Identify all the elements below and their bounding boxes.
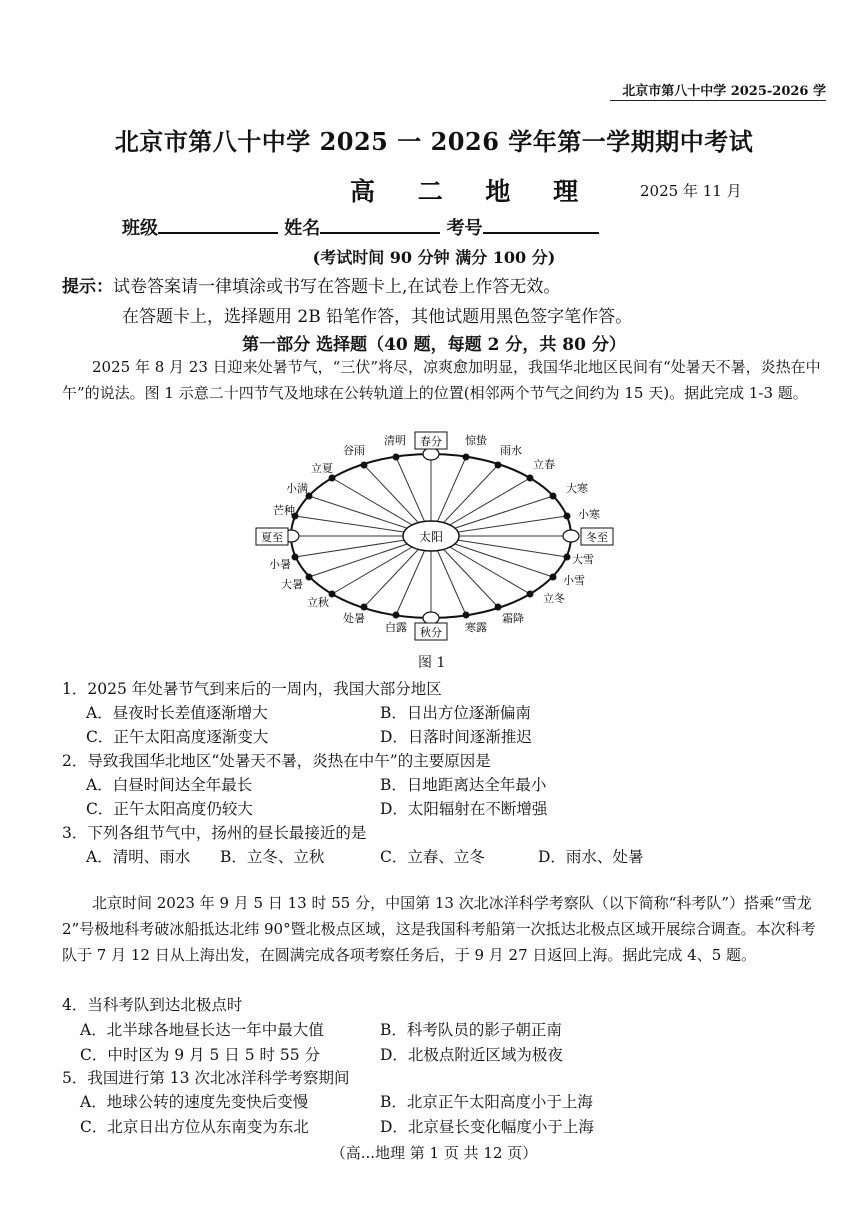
q5-option-c[interactable]: C．北京日出方位从东南变为东北 xyxy=(80,1118,309,1136)
question-5-stem: 5．我国进行第 13 次北冰洋科学考察期间 xyxy=(62,1069,350,1087)
part1-title: 第一部分 选择题（40 题，每题 2 分，共 80 分） xyxy=(242,335,626,355)
class-label: 班级 xyxy=(122,218,158,239)
q4-option-b[interactable]: B．科考队员的影子朝正南 xyxy=(380,1021,562,1039)
term-xiaohan: 小寒 xyxy=(578,508,600,521)
q2-option-d[interactable]: D．太阳辐射在不断增强 xyxy=(380,800,548,818)
term-liqiu: 立秋 xyxy=(307,596,329,609)
term-hanlu: 寒露 xyxy=(465,621,487,634)
q1-option-d[interactable]: D．日落时间逐渐推迟 xyxy=(380,728,532,746)
sun-label: 太阳 xyxy=(418,530,444,544)
q3-option-b[interactable]: B．立冬、立秋 xyxy=(220,848,325,866)
q1-option-a[interactable]: A．昼夜时长差值逐渐增大 xyxy=(86,704,268,722)
term-yushui: 雨水 xyxy=(500,444,522,457)
school-header-tag: 北京市第八十中学 2025-2026 学 xyxy=(622,84,826,99)
term-mangzhong: 芒种 xyxy=(273,504,295,517)
exam-time-note: (考试时间 90 分钟 满分 100 分) xyxy=(312,248,556,267)
term-jingzhe: 惊蛰 xyxy=(465,434,487,447)
exam-date: 2025 年 11 月 xyxy=(640,182,742,200)
page-footer: （高...地理 第 1 页 共 12 页） xyxy=(330,1144,538,1162)
term-daxue: 大雪 xyxy=(572,553,594,566)
q4-option-a[interactable]: A．北半球各地昼长达一年中最大值 xyxy=(80,1021,324,1039)
id-blank[interactable] xyxy=(483,214,599,234)
q3-option-d[interactable]: D．雨水、处暑 xyxy=(538,848,644,866)
question-2-stem: 2．导致我国华北地区“处暑天不暑，炎热在中午”的主要原因是 xyxy=(62,752,491,770)
q5-option-a[interactable]: A．地球公转的速度先变快后变慢 xyxy=(80,1093,309,1111)
header-rule xyxy=(610,100,826,101)
class-blank[interactable] xyxy=(158,214,278,234)
q5-option-b[interactable]: B．北京正午太阳高度小于上海 xyxy=(380,1093,593,1111)
term-guyu: 谷雨 xyxy=(343,444,365,457)
q4-option-c[interactable]: C．中时区为 9 月 5 日 5 时 55 分 xyxy=(80,1046,321,1064)
id-label: 考号 xyxy=(446,218,483,239)
term-dashu: 大暑 xyxy=(281,578,303,591)
q2-option-b[interactable]: B．日地距离达全年最小 xyxy=(380,776,547,794)
question-4-stem: 4．当科考队到达北极点时 xyxy=(62,996,243,1014)
question-1-stem: 1．2025 年处暑节气到来后的一周内，我国大部分地区 xyxy=(62,680,442,698)
exam-title: 北京市第八十中学 2025 一 2026 学年第一学期期中考试 xyxy=(114,127,754,156)
subject-title: 高 二 地 理 xyxy=(350,177,596,206)
term-spring-equinox: 春分 xyxy=(420,435,442,448)
q1-option-c[interactable]: C．正午太阳高度逐渐变大 xyxy=(86,728,269,746)
tips-line-1 xyxy=(62,272,560,297)
term-winter-solstice: 冬至 xyxy=(586,531,608,544)
name-blank[interactable] xyxy=(320,214,440,234)
tips-label: 提示： xyxy=(62,277,113,297)
figure-caption: 图 1 xyxy=(418,655,446,671)
term-lidong: 立冬 xyxy=(543,592,565,605)
q2-option-a[interactable]: A．白昼时间达全年最长 xyxy=(86,776,253,794)
term-lixia: 立夏 xyxy=(311,462,333,475)
term-bailu: 白露 xyxy=(385,621,407,634)
q3-option-c[interactable]: C．立春、立冬 xyxy=(380,848,485,866)
q5-option-d[interactable]: D．北京昼长变化幅度小于上海 xyxy=(380,1118,594,1136)
term-dahan: 大寒 xyxy=(566,482,588,495)
term-chushu: 处暑 xyxy=(343,612,365,625)
tips-text-1: 试卷答案请一律填涂或书写在答题卡上,在试卷上作答无效。 xyxy=(113,277,561,297)
q3-option-a[interactable]: A．清明、雨水 xyxy=(86,848,191,866)
question-3-stem: 3．下列各组节气中，扬州的昼长最接近的是 xyxy=(62,824,367,842)
term-xiaoman: 小满 xyxy=(286,482,308,495)
q2-option-c[interactable]: C．正午太阳高度仍较大 xyxy=(86,800,253,818)
term-xiaoxue: 小雪 xyxy=(563,574,585,587)
tips-line-2: 在答题卡上，选择题用 2B 铅笔作答，其他试题用黑色签字笔作答。 xyxy=(122,307,633,327)
term-lichun: 立春 xyxy=(533,458,555,471)
term-xiaoshu: 小暑 xyxy=(269,558,291,571)
term-autumn-equinox: 秋分 xyxy=(420,626,442,639)
term-summer-solstice: 夏至 xyxy=(261,531,283,544)
passage-1: 2025 年 8 月 23 日迎来处暑节气，“三伏”将尽，凉爽愈加明显，我国华北地区民间有“处暑天不暑，炎热在中午”的说法。图 1 示意二十四节气及地球在公转轨道上的位置(相邻两个节气之间约为 15 天)。据此完成 1-3 题。 xyxy=(62,358,821,402)
student-info-row xyxy=(122,214,599,240)
passage-2: 北京时间 2023 年 9 月 5 日 13 时 55 分，中国第 13 次北冰洋科学考察队（以下简称“科考队”）搭乘“雪龙 2”号极地科考破冰船抵达北纬 90°暨北极点区域，这是我国科考船第一次抵达北极点区域开展综合调查。本次科考队于 7 月 12 日从上海出发，在圆满完成各项考察任务后，于 9 月 27 日返回上海。据此完成 4、5 题。 xyxy=(62,894,816,964)
q4-option-d[interactable]: D．北极点附近区域为极夜 xyxy=(380,1046,563,1064)
solar-terms-orbit-diagram xyxy=(250,430,630,670)
q1-option-b[interactable]: B．日出方位逐渐偏南 xyxy=(380,704,531,722)
term-shuangjiang: 霜降 xyxy=(502,612,524,625)
name-label: 姓名 xyxy=(284,218,321,239)
term-qingming: 清明 xyxy=(384,434,406,447)
